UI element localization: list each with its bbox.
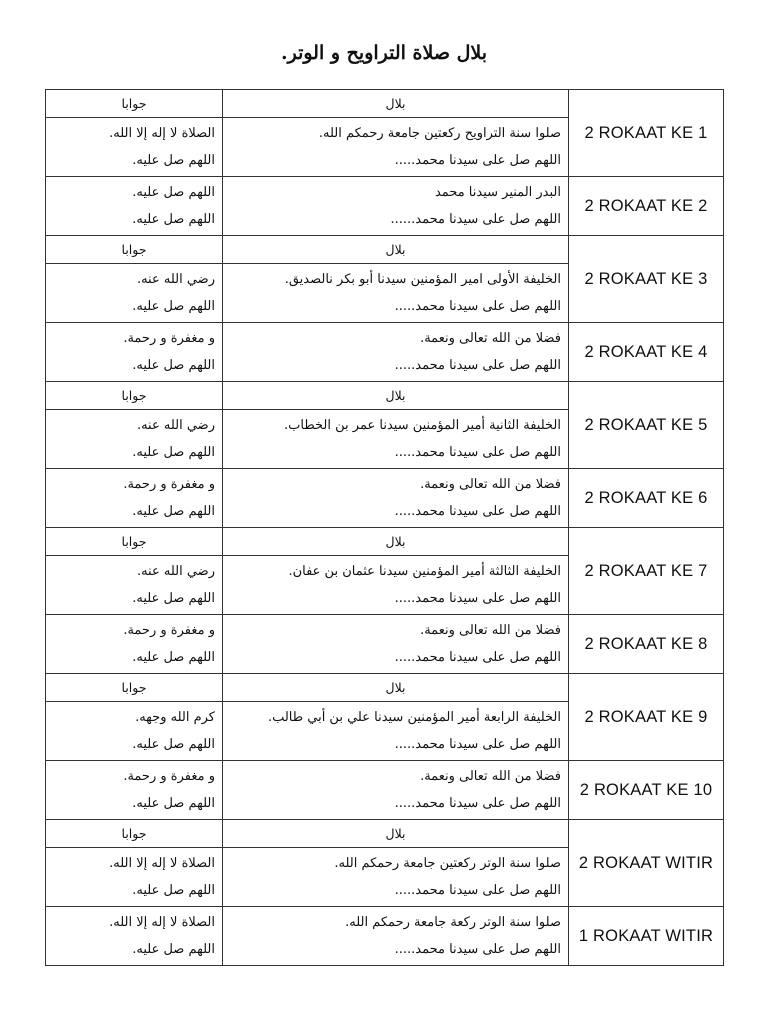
bilal-line: اللهم صل على سيدنا محمد..... [394, 650, 561, 665]
bilal-cell [223, 702, 569, 761]
bilal-line: الخليفة الثالثة أمير المؤمنين سيدنا عثمان بن عفان. [288, 564, 561, 579]
jawaban-line: و مغفرة و رحمة. [123, 477, 215, 492]
bilal-line: البدر المنير سيدنا محمد [434, 185, 561, 200]
rakaat-label: 2 ROKAAT KE 5 [569, 382, 724, 469]
bilal-header: بلال [223, 90, 569, 118]
bilal-line: الخليفة الأولى امير المؤمنين سيدنا أبو بكر نالصديق. [284, 272, 561, 287]
jawaban-line: رضي الله عنه. [136, 272, 215, 287]
bilal-line: صلوا سنة الوتر ركعتين جامعة رحمكم الله. [334, 856, 561, 871]
jawaban-line: اللهم صل عليه. [132, 737, 215, 752]
bilal-line: اللهم صل على سيدنا محمد...... [390, 212, 561, 227]
bilal-line: فضلا من الله تعالى ونعمة. [420, 477, 561, 492]
jawaban-cell [46, 323, 223, 382]
jawaban-line: رضي الله عنه. [136, 418, 215, 433]
jawaban-line: اللهم صل عليه. [132, 796, 215, 811]
section-header-row [46, 820, 724, 848]
section-header-row [46, 674, 724, 702]
section-header-row [46, 236, 724, 264]
bilal-header: بلال [223, 528, 569, 556]
section-header-row [46, 382, 724, 410]
bilal-header: بلال [223, 382, 569, 410]
section-row [46, 761, 724, 820]
section-row [46, 323, 724, 382]
bilal-cell [223, 264, 569, 323]
rakaat-label: 2 ROKAAT KE 1 [569, 90, 724, 177]
jawaban-header: جوابا [46, 236, 223, 264]
section-row [46, 469, 724, 528]
jawaban-line: اللهم صل عليه. [132, 153, 215, 168]
jawaban-line: اللهم صل عليه. [132, 358, 215, 373]
bilal-header: بلال [223, 674, 569, 702]
bilal-line: الخليفة الثانية أمير المؤمنين سيدنا عمر بن الخطاب. [284, 418, 561, 433]
section-row [46, 177, 724, 236]
bilal-cell [223, 177, 569, 236]
jawaban-line: رضي الله عنه. [136, 564, 215, 579]
jawaban-header: جوابا [46, 382, 223, 410]
jawaban-line: اللهم صل عليه. [132, 504, 215, 519]
bilal-cell [223, 556, 569, 615]
jawaban-cell [46, 615, 223, 674]
jawaban-header: جوابا [46, 674, 223, 702]
bilal-line: اللهم صل على سيدنا محمد..... [394, 796, 561, 811]
section-row [46, 615, 724, 674]
bilal-line: اللهم صل على سيدنا محمد..... [394, 942, 561, 957]
bilal-cell [223, 410, 569, 469]
rakaat-label: 2 ROKAAT KE 4 [569, 323, 724, 382]
jawaban-line: اللهم صل عليه. [132, 185, 215, 200]
bilal-header: بلال [223, 820, 569, 848]
bilal-cell [223, 323, 569, 382]
jawaban-cell [46, 264, 223, 323]
bilal-cell [223, 907, 569, 966]
bilal-line: اللهم صل على سيدنا محمد..... [394, 737, 561, 752]
jawaban-cell [46, 118, 223, 177]
rakaat-label: 2 ROKAAT KE 3 [569, 236, 724, 323]
section-row [46, 907, 724, 966]
bilal-cell [223, 469, 569, 528]
rakaat-label: 2 ROKAAT KE 2 [569, 177, 724, 236]
jawaban-cell [46, 410, 223, 469]
jawaban-line: كرم الله وجهه. [135, 710, 215, 725]
bilal-line: فضلا من الله تعالى ونعمة. [420, 769, 561, 784]
jawaban-line: و مغفرة و رحمة. [123, 331, 215, 346]
jawaban-line: اللهم صل عليه. [132, 650, 215, 665]
jawaban-cell [46, 556, 223, 615]
jawaban-cell [46, 907, 223, 966]
bilal-line: الخليفة الرابعة أمير المؤمنين سيدنا علي بن أبي طالب. [267, 710, 561, 725]
jawaban-cell [46, 702, 223, 761]
rakaat-label: 2 ROKAAT KE 6 [569, 469, 724, 528]
jawaban-cell [46, 177, 223, 236]
bilal-line: اللهم صل على سيدنا محمد..... [394, 358, 561, 373]
bilal-cell [223, 761, 569, 820]
jawaban-line: اللهم صل عليه. [132, 299, 215, 314]
bilal-cell [223, 848, 569, 907]
bilal-table [45, 89, 724, 966]
bilal-line: اللهم صل على سيدنا محمد..... [394, 591, 561, 606]
rakaat-label: 2 ROKAAT KE 9 [569, 674, 724, 761]
jawaban-header: جوابا [46, 90, 223, 118]
bilal-line: فضلا من الله تعالى ونعمة. [420, 331, 561, 346]
jawaban-header: جوابا [46, 820, 223, 848]
jawaban-line: الصلاة لا إله إلا الله. [109, 915, 215, 930]
bilal-line: صلوا سنة التراويح ركعتين جامعة رحمكم الله. [318, 126, 561, 141]
bilal-cell [223, 615, 569, 674]
jawaban-cell [46, 469, 223, 528]
jawaban-line: اللهم صل عليه. [132, 883, 215, 898]
section-header-row [46, 528, 724, 556]
jawaban-line: اللهم صل عليه. [132, 445, 215, 460]
rakaat-label: 2 ROKAAT WITIR [569, 820, 724, 907]
jawaban-line: الصلاة لا إله إلا الله. [109, 856, 215, 871]
bilal-line: اللهم صل على سيدنا محمد..... [394, 883, 561, 898]
bilal-header: بلال [223, 236, 569, 264]
jawaban-line: و مغفرة و رحمة. [123, 623, 215, 638]
bilal-line: فضلا من الله تعالى ونعمة. [420, 623, 561, 638]
jawaban-header: جوابا [46, 528, 223, 556]
jawaban-cell [46, 848, 223, 907]
document-title: بلال صلاة التراويح و الوتر. [280, 42, 488, 64]
rakaat-label: 2 ROKAAT KE 10 [569, 761, 724, 820]
bilal-table-body [46, 90, 724, 966]
bilal-cell [223, 118, 569, 177]
bilal-line: صلوا سنة الوتر ركعة جامعة رحمكم الله. [345, 915, 561, 930]
rakaat-label: 1 ROKAAT WITIR [569, 907, 724, 966]
jawaban-line: اللهم صل عليه. [132, 212, 215, 227]
bilal-line: اللهم صل على سيدنا محمد..... [394, 445, 561, 460]
jawaban-cell [46, 761, 223, 820]
jawaban-line: و مغفرة و رحمة. [123, 769, 215, 784]
bilal-line: اللهم صل على سيدنا محمد..... [394, 153, 561, 168]
section-header-row [46, 90, 724, 118]
rakaat-label: 2 ROKAAT KE 8 [569, 615, 724, 674]
jawaban-line: اللهم صل عليه. [132, 591, 215, 606]
bilal-line: اللهم صل على سيدنا محمد..... [394, 299, 561, 314]
jawaban-line: الصلاة لا إله إلا الله. [109, 126, 215, 141]
rakaat-label: 2 ROKAAT KE 7 [569, 528, 724, 615]
bilal-line: اللهم صل على سيدنا محمد..... [394, 504, 561, 519]
jawaban-line: اللهم صل عليه. [132, 942, 215, 957]
